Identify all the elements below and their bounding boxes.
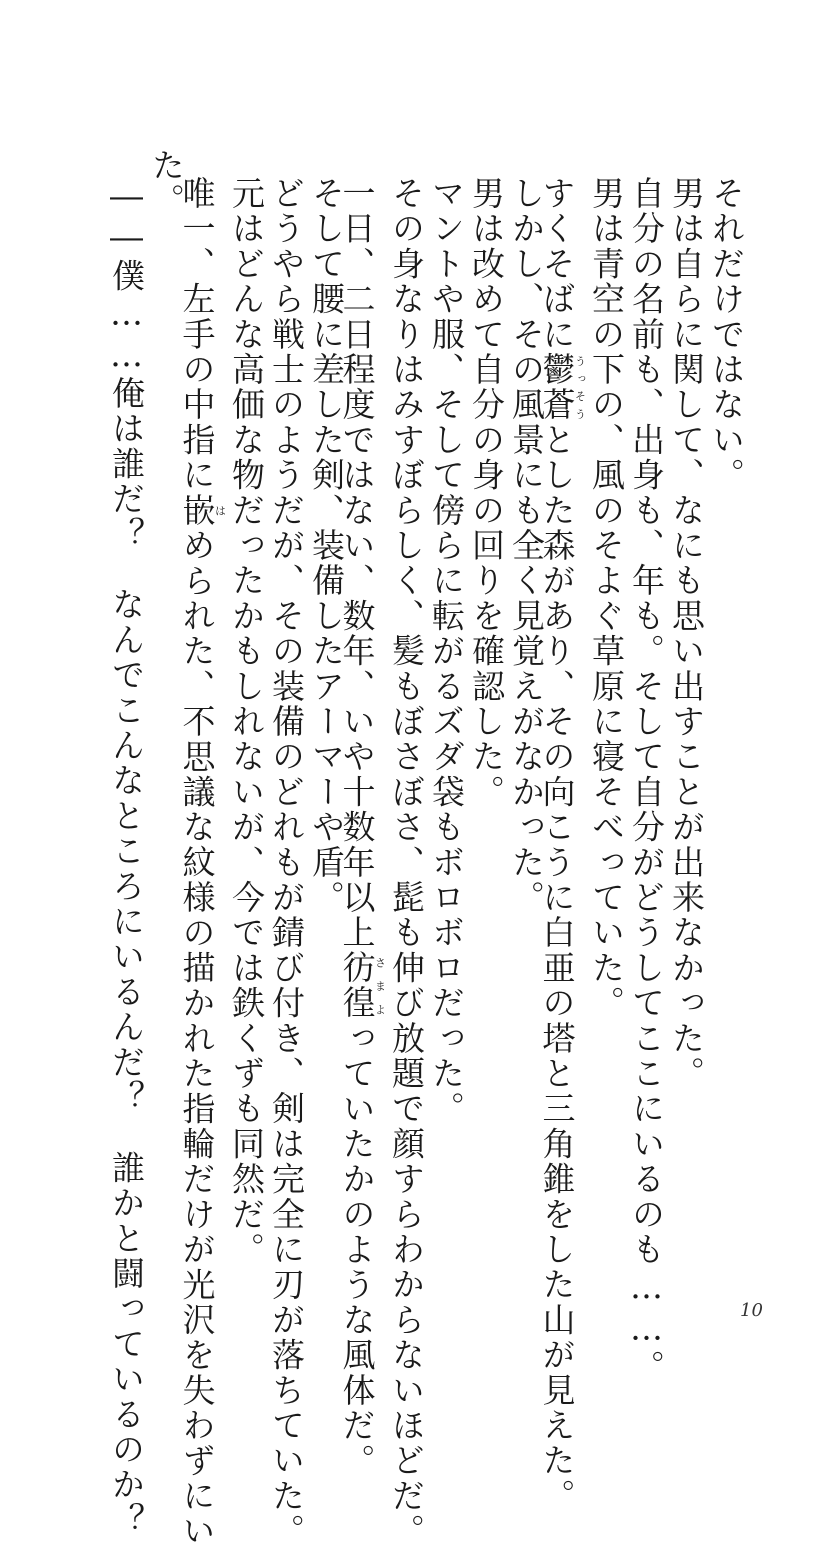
text-before-ruby: 唯一、左手の中指に — [177, 176, 217, 493]
text-before-ruby: 一日、二日程度ではない、数年、いや十数年以上 — [337, 176, 377, 951]
ruby-word — [337, 950, 387, 1021]
text-after-ruby: とした森があり、その向こうに白亜の塔と三角錐をした山が見えた。 — [537, 422, 577, 1514]
text-column-9: その身なりはみすぼらしく、髪もぼさぼさ、髭も伸び放題で顔すらわからないほどだ。 — [387, 176, 426, 1549]
ruby-reading: は — [213, 492, 227, 528]
text-column-13: 元はどんな高価な物だったかもしれないが、今では鉄くずも同然だ。 — [227, 176, 266, 1268]
text-column-5 — [537, 176, 587, 1514]
ruby-word — [177, 492, 227, 529]
text-after-ruby: められた、不思議な紋様の描かれた指輪だけが光沢を失わずにい — [177, 528, 217, 1549]
text-column-14 — [177, 176, 227, 1549]
text-after-ruby: っていたかのような風体だ。 — [337, 1020, 377, 1479]
ruby-base: 鬱蒼 — [537, 352, 577, 423]
text-column-6: しかし、その風景にも全く見覚えがなかった。 — [507, 176, 546, 916]
text-column-7: 男は改めて自分の身の回りを確認した。 — [467, 176, 506, 810]
text-column-4: 男は青空の下の、風のそよぐ草原に寝そべっていた。 — [587, 176, 626, 1021]
ruby-reading: さまよ — [373, 950, 387, 1021]
ruby-base: 嵌 — [177, 492, 217, 529]
text-column-12: どうやら戦士のようだが、その装備のどれもが錆び付き、剣は完全に刃が落ちていた。 — [267, 176, 306, 1549]
text-column-10 — [337, 176, 387, 1479]
text-before-ruby: すくそばに — [537, 176, 577, 352]
ruby-base: 彷徨 — [337, 950, 377, 1021]
text-column-2: 男は自らに関して、なにも思い出すことが出来なかった。 — [667, 176, 706, 1092]
text-column-16: ――僕……俺は誰だ？ なんでこんなところにいるんだ？ 誰かと闘っているのか？ — [107, 176, 146, 1538]
text-column-15: た。 — [147, 148, 186, 219]
ruby-reading: うっそう — [573, 352, 587, 423]
text-column-8: マントや服、そして傍らに転がるズダ袋もボロボロだった。 — [427, 176, 466, 1127]
page-number: 10 — [740, 1300, 763, 1321]
text-column-11: そして腰に差した剣、装備したアーマーや盾。 — [307, 176, 346, 916]
text-column-3: 自分の名前も、出身も、年も。そして自分がどうしてここにいるのも……。 — [627, 176, 666, 1385]
text-column-1: それだけではない。 — [707, 176, 746, 493]
